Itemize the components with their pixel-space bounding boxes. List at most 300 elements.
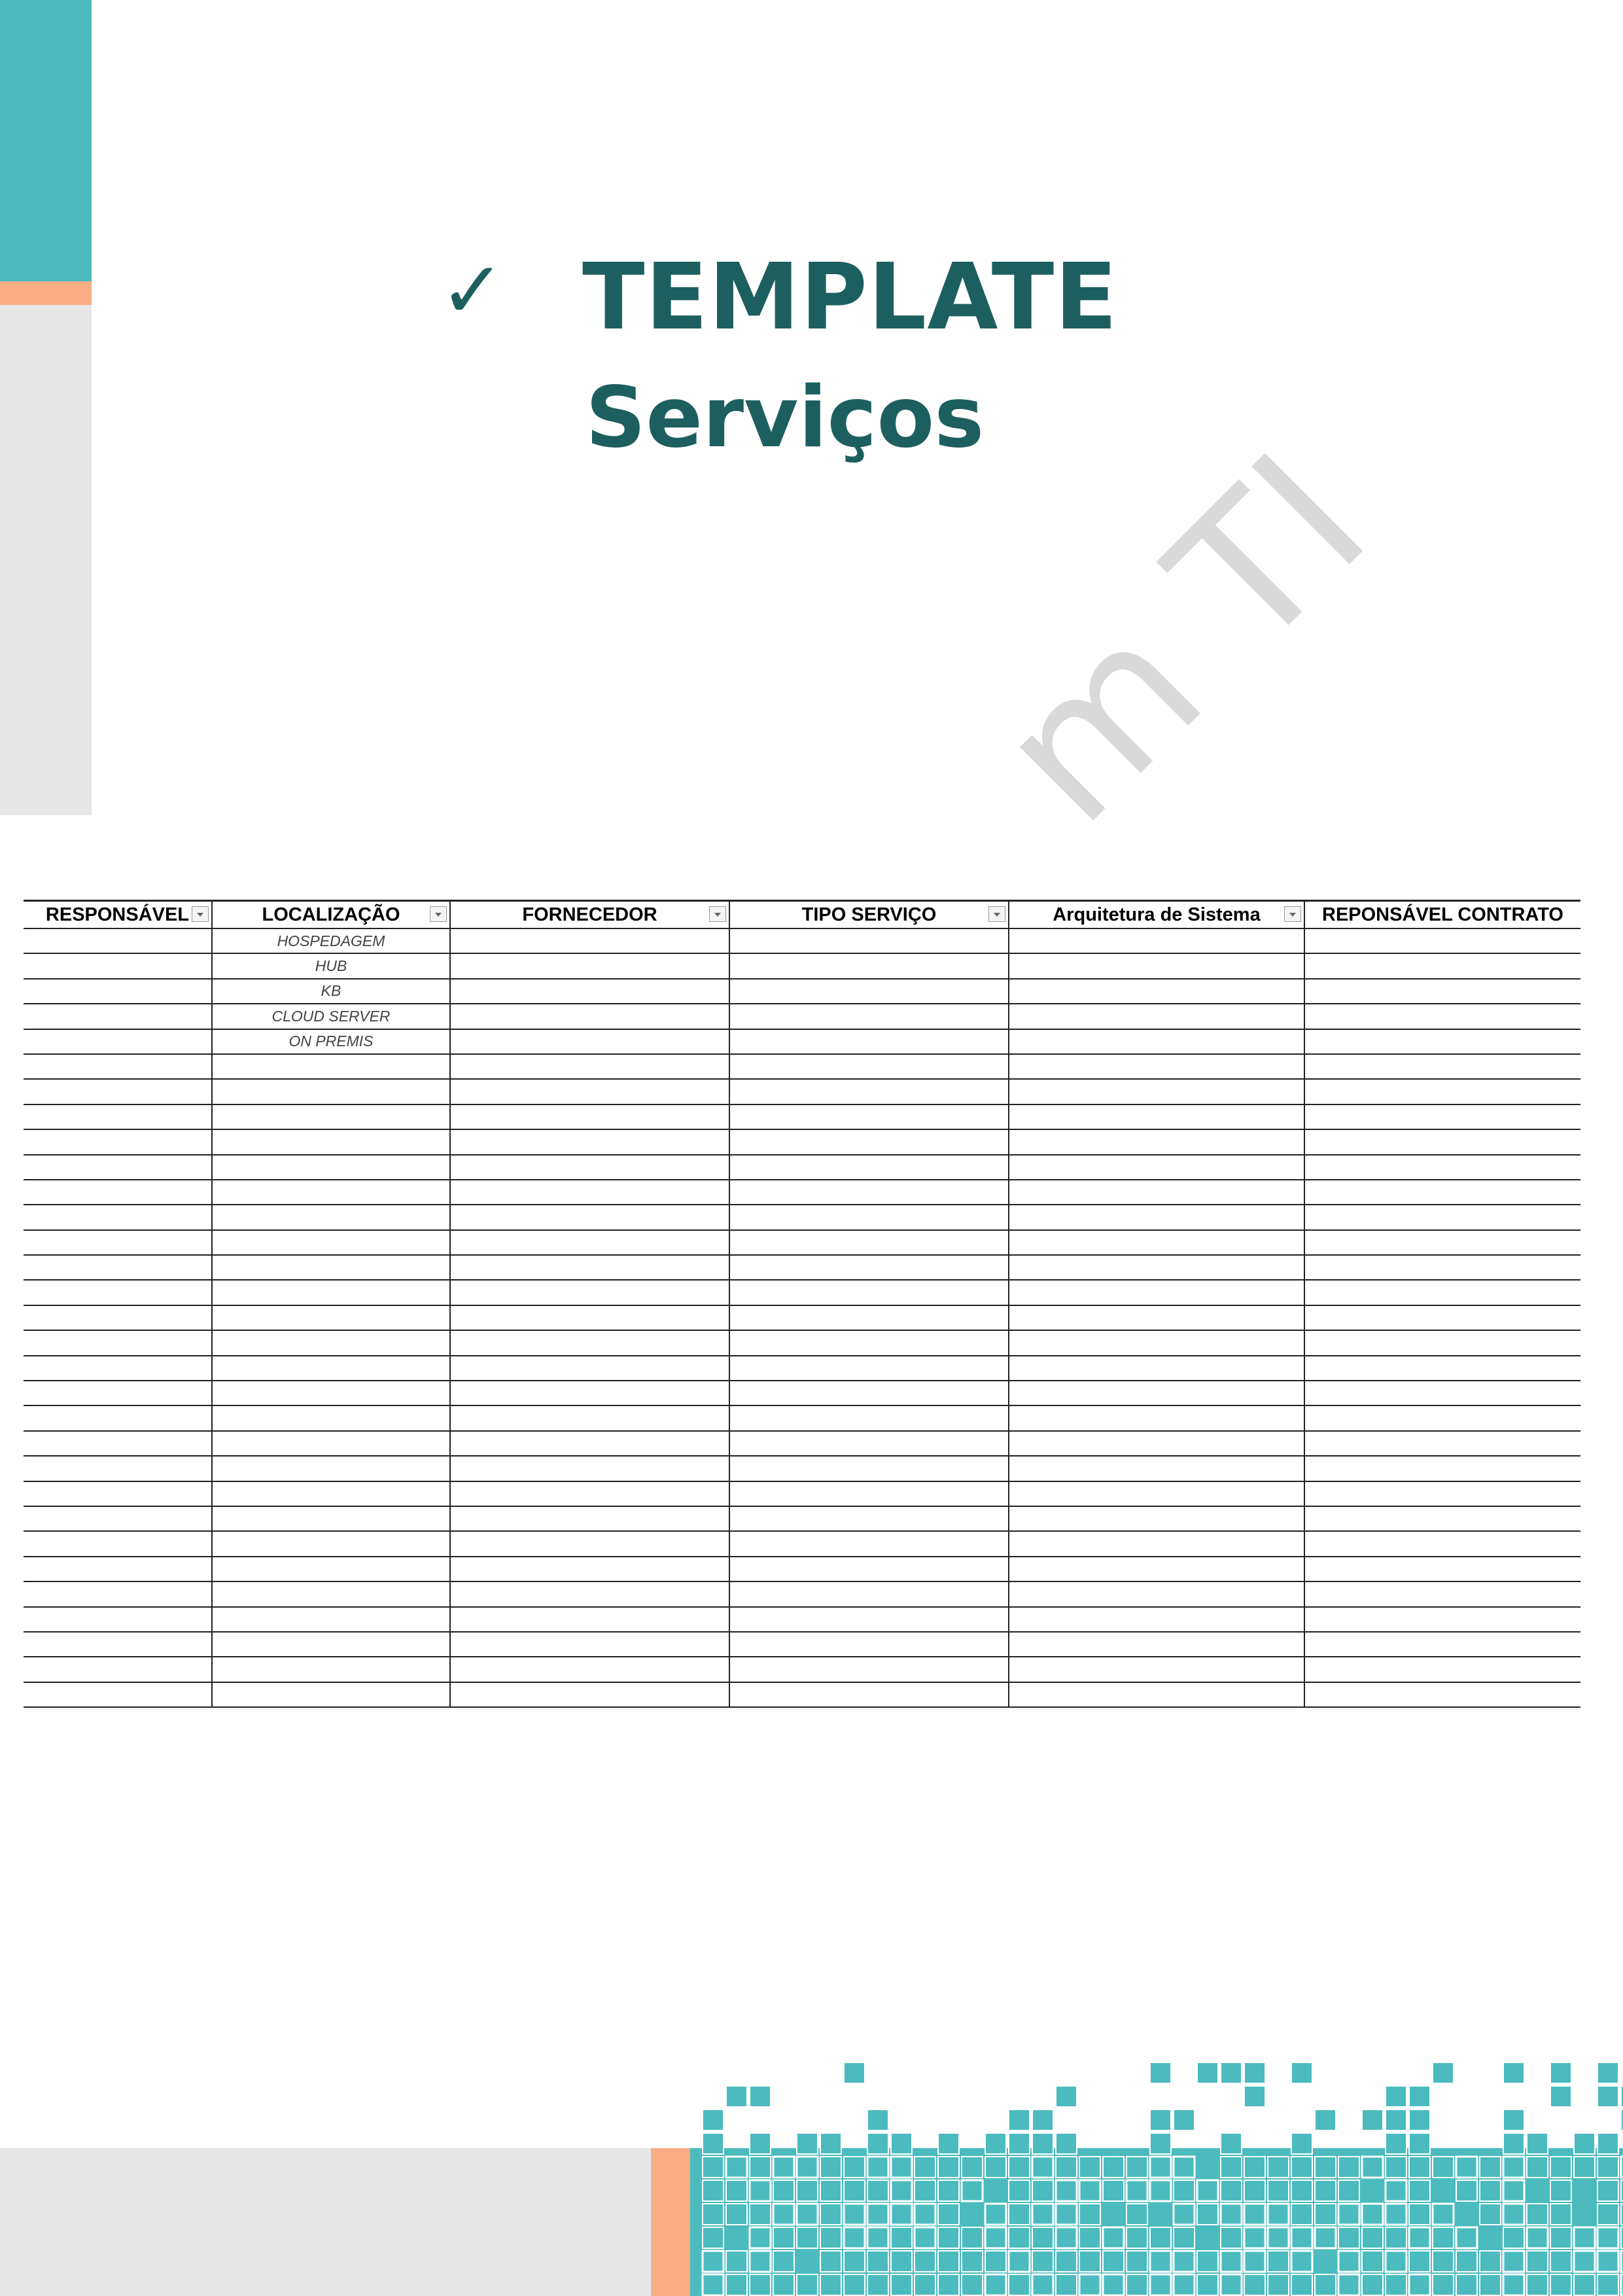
table-cell[interactable]: [212, 1079, 450, 1104]
table-cell[interactable]: [1304, 1405, 1580, 1430]
pixel-square: [1174, 2204, 1195, 2225]
table-cell[interactable]: [729, 1657, 1009, 1682]
column-header-label: REPONSÁVEL CONTRATO: [1322, 904, 1563, 925]
table-cell[interactable]: [1009, 1632, 1304, 1657]
table-cell[interactable]: [24, 1255, 212, 1280]
pixel-square: [1150, 2274, 1171, 2295]
table-cell[interactable]: [24, 928, 212, 953]
table-cell[interactable]: [24, 1054, 212, 1079]
table-cell[interactable]: [212, 1431, 450, 1456]
table-row: [24, 1607, 1580, 1632]
table-cell[interactable]: [729, 1079, 1009, 1104]
pixel-square: [1244, 2227, 1265, 2248]
table-cell[interactable]: [24, 1632, 212, 1657]
table-cell[interactable]: [729, 1381, 1009, 1405]
table-cell[interactable]: [729, 1405, 1009, 1430]
table-cell[interactable]: [450, 1682, 729, 1707]
side-peach-band: [0, 281, 92, 305]
table-cell[interactable]: [1304, 1054, 1580, 1079]
pixel-square: [1150, 2157, 1171, 2178]
table-cell[interactable]: [212, 1481, 450, 1506]
pixel-square: [1244, 2180, 1265, 2201]
table-cell[interactable]: [450, 1104, 729, 1129]
table-cell[interactable]: [729, 979, 1009, 1004]
table-cell[interactable]: [450, 1356, 729, 1381]
pixel-square: [1291, 2180, 1312, 2201]
pixel-square: [1197, 2204, 1218, 2225]
table-cell[interactable]: [1304, 1632, 1580, 1657]
column-header: [729, 901, 1009, 929]
table-cell[interactable]: [1304, 1356, 1580, 1381]
table-cell[interactable]: [729, 1632, 1009, 1657]
table-cell[interactable]: [1009, 1330, 1304, 1355]
pixel-square: [1056, 2157, 1077, 2178]
pixel-square: [703, 2180, 724, 2201]
table-cell[interactable]: [212, 1531, 450, 1556]
table-cell[interactable]: [24, 1557, 212, 1581]
filter-dropdown-icon[interactable]: [430, 906, 447, 922]
table-cell[interactable]: [212, 1205, 450, 1229]
table-cell[interactable]: [212, 1230, 450, 1255]
table-cell[interactable]: [729, 1205, 1009, 1229]
table-cell[interactable]: [1009, 1506, 1304, 1531]
pixel-square: [891, 2157, 912, 2178]
table-cell[interactable]: [450, 1180, 729, 1205]
pixel-square: [1480, 2204, 1501, 2225]
pixel-square: [1150, 2062, 1171, 2083]
table-cell[interactable]: [729, 1682, 1009, 1707]
table-row: [24, 1180, 1580, 1205]
table-cell[interactable]: [1009, 1481, 1304, 1506]
table-cell[interactable]: [212, 1405, 450, 1430]
pixel-square: [1291, 2204, 1312, 2225]
table-cell[interactable]: [1304, 1205, 1580, 1229]
table-row: [24, 1506, 1580, 1531]
table-cell[interactable]: [729, 1356, 1009, 1381]
table-cell[interactable]: [212, 1607, 450, 1632]
table-cell[interactable]: CLOUD SERVER: [212, 1004, 450, 1029]
table-cell[interactable]: [729, 1557, 1009, 1581]
table-cell[interactable]: [1009, 1280, 1304, 1305]
pixel-square: [962, 2251, 983, 2272]
pixel-square: [1362, 2157, 1383, 2178]
pixel-square: [1550, 2180, 1571, 2201]
pixel-square: [703, 2110, 724, 2130]
table-cell[interactable]: [729, 953, 1009, 978]
pixel-square: [1268, 2157, 1289, 2178]
table-cell[interactable]: [212, 1180, 450, 1205]
table-cell[interactable]: [729, 1330, 1009, 1355]
table-row: [24, 979, 1580, 1004]
pixel-square: [1338, 2251, 1359, 2272]
pixel-square: [1362, 2251, 1383, 2272]
table-cell[interactable]: [24, 1431, 212, 1456]
table-cell[interactable]: [24, 1657, 212, 1682]
table-cell[interactable]: [729, 1607, 1009, 1632]
table-cell[interactable]: [1304, 1129, 1580, 1154]
pixel-square: [773, 2251, 794, 2272]
table-row: [24, 1456, 1580, 1481]
table-cell[interactable]: [212, 1155, 450, 1180]
table-cell[interactable]: [450, 1155, 729, 1180]
pixel-square: [726, 2251, 747, 2272]
table-cell[interactable]: [1009, 1004, 1304, 1029]
table-row: [24, 1129, 1580, 1154]
table-cell[interactable]: [24, 1481, 212, 1506]
table-cell[interactable]: [24, 1381, 212, 1405]
table-cell[interactable]: [1009, 1230, 1304, 1255]
table-cell[interactable]: [729, 1054, 1009, 1079]
pixel-square: [797, 2180, 818, 2201]
table-cell[interactable]: [729, 1004, 1009, 1029]
pixel-square: [773, 2274, 794, 2295]
pixel-square: [797, 2157, 818, 2178]
table-cell[interactable]: [24, 1330, 212, 1355]
table-cell[interactable]: [729, 1280, 1009, 1305]
table-cell[interactable]: [729, 1180, 1009, 1205]
pixel-square: [1574, 2251, 1595, 2272]
pixel-square: [1456, 2157, 1477, 2178]
table-cell[interactable]: [1304, 1381, 1580, 1405]
pixel-square: [867, 2133, 888, 2154]
table-cell[interactable]: [1009, 1205, 1304, 1229]
pixel-square: [1197, 2251, 1218, 2272]
table-cell[interactable]: [1304, 1029, 1580, 1054]
table-cell[interactable]: [450, 1607, 729, 1632]
pixel-square: [797, 2133, 818, 2154]
table-cell[interactable]: [1304, 1481, 1580, 1506]
table-cell[interactable]: [450, 1405, 729, 1430]
table-cell[interactable]: [1304, 1079, 1580, 1104]
table-cell[interactable]: [1009, 1180, 1304, 1205]
pixel-square: [1480, 2274, 1501, 2295]
table-cell[interactable]: [1304, 1305, 1580, 1330]
pixel-square: [1174, 2180, 1195, 2201]
table-cell[interactable]: [1304, 1557, 1580, 1581]
table-cell[interactable]: [212, 1456, 450, 1481]
table-cell[interactable]: [1304, 1581, 1580, 1606]
table-cell[interactable]: [212, 1557, 450, 1581]
table-cell[interactable]: [212, 1330, 450, 1355]
table-cell[interactable]: [450, 953, 729, 978]
table-row: [24, 1481, 1580, 1506]
table-row: [24, 1557, 1580, 1581]
table-cell[interactable]: [729, 1230, 1009, 1255]
table-cell[interactable]: [212, 1104, 450, 1129]
table-cell[interactable]: [450, 1531, 729, 1556]
table-cell[interactable]: KB: [212, 979, 450, 1004]
table-cell[interactable]: [24, 1155, 212, 1180]
column-header-label: LOCALIZAÇÃO: [262, 904, 400, 925]
table-cell[interactable]: [24, 1682, 212, 1707]
table-cell[interactable]: [1304, 1682, 1580, 1707]
table-row: [24, 1155, 1580, 1180]
table-cell[interactable]: [24, 1531, 212, 1556]
table-cell[interactable]: [729, 1104, 1009, 1129]
pixel-square: [1221, 2157, 1242, 2178]
table-cell[interactable]: [1009, 1531, 1304, 1556]
pixel-square: [1009, 2227, 1030, 2248]
table-cell[interactable]: [1304, 1155, 1580, 1180]
table-cell[interactable]: [24, 1129, 212, 1154]
table-cell[interactable]: [450, 1255, 729, 1280]
table-cell[interactable]: [729, 1129, 1009, 1154]
table-cell[interactable]: [1009, 1431, 1304, 1456]
table-cell[interactable]: [1009, 1104, 1304, 1129]
table-cell[interactable]: [1009, 1682, 1304, 1707]
pixel-square: [938, 2133, 959, 2154]
table-cell[interactable]: [1304, 1104, 1580, 1129]
table-row: [24, 1682, 1580, 1707]
pixel-square: [844, 2251, 865, 2272]
pixel-square: [867, 2204, 888, 2225]
table-cell[interactable]: [450, 1079, 729, 1104]
pixel-square: [1574, 2157, 1595, 2178]
table-cell[interactable]: [1304, 1280, 1580, 1305]
filter-dropdown-icon[interactable]: [709, 906, 726, 922]
table-cell[interactable]: [1009, 1607, 1304, 1632]
table-cell[interactable]: [212, 1305, 450, 1330]
pixel-square: [915, 2274, 935, 2295]
table-cell[interactable]: [212, 1682, 450, 1707]
table-cell[interactable]: [24, 1356, 212, 1381]
table-cell[interactable]: [24, 1004, 212, 1029]
table-cell[interactable]: [450, 1129, 729, 1154]
table-cell[interactable]: [1009, 1581, 1304, 1606]
table-cell[interactable]: [1009, 1405, 1304, 1430]
table-cell[interactable]: [450, 1330, 729, 1355]
table-cell[interactable]: [1009, 1029, 1304, 1054]
table-cell[interactable]: [212, 1129, 450, 1154]
table-cell[interactable]: [450, 1029, 729, 1054]
pixel-square: [1032, 2274, 1053, 2295]
checkmark-icon: ✓: [440, 245, 506, 336]
table-cell[interactable]: [1304, 1180, 1580, 1205]
pixel-square: [1574, 2274, 1595, 2295]
side-teal-band: [0, 0, 92, 281]
pixel-square: [1597, 2086, 1618, 2107]
table-cell[interactable]: [450, 1431, 729, 1456]
table-row: [24, 1104, 1580, 1129]
table-cell[interactable]: [450, 1230, 729, 1255]
pixel-square: [1315, 2274, 1336, 2295]
table-cell[interactable]: [729, 1581, 1009, 1606]
table-cell[interactable]: [729, 928, 1009, 953]
table-cell[interactable]: [1304, 1255, 1580, 1280]
table-cell[interactable]: [729, 1431, 1009, 1456]
table-cell[interactable]: [212, 1381, 450, 1405]
table-cell[interactable]: [24, 1104, 212, 1129]
pixel-square: [1009, 2110, 1030, 2130]
column-header: [212, 901, 450, 929]
pixel-square: [867, 2110, 888, 2130]
filter-dropdown-icon[interactable]: [192, 906, 209, 922]
table-cell[interactable]: [729, 1255, 1009, 1280]
column-header-label: TIPO SERVIÇO: [801, 904, 937, 925]
filter-dropdown-icon[interactable]: [988, 906, 1005, 922]
table-cell[interactable]: [1304, 1456, 1580, 1481]
table-cell[interactable]: [1304, 1657, 1580, 1682]
pixel-square: [1126, 2157, 1147, 2178]
table-cell[interactable]: [1009, 1255, 1304, 1280]
pixel-square: [1456, 2227, 1477, 2248]
table-cell[interactable]: [450, 1557, 729, 1581]
table-cell[interactable]: [1304, 928, 1580, 953]
table-cell[interactable]: [450, 1305, 729, 1330]
table-cell[interactable]: [1009, 1356, 1304, 1381]
table-cell[interactable]: [24, 1180, 212, 1205]
pixel-square: [1150, 2110, 1171, 2130]
pixel-square: [1550, 2157, 1571, 2178]
table-cell[interactable]: [729, 1456, 1009, 1481]
table-cell[interactable]: [450, 1054, 729, 1079]
pixel-square: [891, 2274, 912, 2295]
pixel-square: [726, 2180, 747, 2201]
pixel-square: [1503, 2110, 1524, 2130]
pixel-square: [750, 2086, 771, 2107]
pixel-square: [915, 2251, 935, 2272]
table-cell[interactable]: [24, 1405, 212, 1430]
table-cell[interactable]: [24, 1607, 212, 1632]
pixel-square: [867, 2157, 888, 2178]
pixel-square: [1433, 2251, 1454, 2272]
column-header: [450, 901, 729, 929]
table-cell[interactable]: [1009, 1079, 1304, 1104]
pixel-square: [820, 2251, 841, 2272]
pixel-square: [867, 2251, 888, 2272]
table-cell[interactable]: [24, 1205, 212, 1229]
pixel-square: [1362, 2204, 1383, 2225]
filter-dropdown-icon[interactable]: [1284, 906, 1301, 922]
pixel-square: [891, 2180, 912, 2201]
pixel-square: [1597, 2133, 1618, 2154]
pixel-square: [1409, 2204, 1430, 2225]
table-cell[interactable]: [212, 1054, 450, 1079]
table-cell[interactable]: [450, 1456, 729, 1481]
pixel-square: [938, 2204, 959, 2225]
table-cell[interactable]: [450, 1280, 729, 1305]
table-cell[interactable]: [450, 979, 729, 1004]
pixel-square: [750, 2204, 771, 2225]
table-cell[interactable]: [1009, 1557, 1304, 1581]
pixel-square: [1550, 2062, 1571, 2083]
pixel-square: [1362, 2274, 1383, 2295]
table-cell[interactable]: [1009, 953, 1304, 978]
table-cell[interactable]: [1009, 1381, 1304, 1405]
table-cell[interactable]: [212, 1356, 450, 1381]
table-cell[interactable]: [1009, 979, 1304, 1004]
table-cell[interactable]: [1304, 1230, 1580, 1255]
pixel-square: [1338, 2274, 1359, 2295]
table-cell[interactable]: [24, 979, 212, 1004]
table-row: [24, 1381, 1580, 1405]
table-cell[interactable]: [450, 1506, 729, 1531]
table-cell[interactable]: [24, 1230, 212, 1255]
table-cell[interactable]: [212, 1632, 450, 1657]
pixel-square: [1362, 2227, 1383, 2248]
table-cell[interactable]: [1009, 1155, 1304, 1180]
pixel-square: [1386, 2086, 1406, 2107]
pixel-square: [1409, 2251, 1430, 2272]
table-cell[interactable]: [1009, 1305, 1304, 1330]
table-cell[interactable]: [1009, 1054, 1304, 1079]
table-cell[interactable]: [450, 1481, 729, 1506]
table-cell[interactable]: [1009, 1129, 1304, 1154]
table-cell[interactable]: [450, 1657, 729, 1682]
table-cell[interactable]: [450, 1581, 729, 1606]
pixel-square: [1268, 2227, 1289, 2248]
table-cell[interactable]: [24, 1029, 212, 1054]
pixel-square: [1197, 2274, 1218, 2295]
pixel-square: [1079, 2274, 1100, 2295]
table-cell[interactable]: [24, 1456, 212, 1481]
table-cell[interactable]: [450, 1632, 729, 1657]
table-cell[interactable]: [729, 1155, 1009, 1180]
pixel-square: [1079, 2227, 1100, 2248]
pixel-square: [1550, 2086, 1571, 2107]
table-cell[interactable]: ON PREMIS: [212, 1029, 450, 1054]
table-cell[interactable]: [212, 1255, 450, 1280]
pixel-square: [726, 2157, 747, 2178]
table-cell[interactable]: [450, 1381, 729, 1405]
pixel-square: [938, 2274, 959, 2295]
table-cell[interactable]: [24, 1305, 212, 1330]
table-cell[interactable]: [450, 1004, 729, 1029]
pixel-square: [1056, 2180, 1077, 2201]
pixel-square: [1503, 2251, 1524, 2272]
table-cell[interactable]: [24, 953, 212, 978]
table-cell[interactable]: [1304, 1506, 1580, 1531]
pixel-square: [1409, 2157, 1430, 2178]
table-cell[interactable]: [1304, 1004, 1580, 1029]
pixel-square: [1032, 2180, 1053, 2201]
pixel-square: [891, 2133, 912, 2154]
table-cell[interactable]: [24, 1506, 212, 1531]
table-cell[interactable]: [1304, 953, 1580, 978]
table-cell[interactable]: [1304, 1531, 1580, 1556]
table-cell[interactable]: [729, 1531, 1009, 1556]
table-cell[interactable]: [212, 1280, 450, 1305]
table-cell[interactable]: [729, 1305, 1009, 1330]
table-cell[interactable]: [729, 1481, 1009, 1506]
table-cell[interactable]: [1009, 1657, 1304, 1682]
pixel-square: [1315, 2204, 1336, 2225]
table-cell[interactable]: [729, 1029, 1009, 1054]
table-cell[interactable]: [24, 1280, 212, 1305]
table-cell[interactable]: [1304, 979, 1580, 1004]
table-cell[interactable]: [1304, 1431, 1580, 1456]
table-cell[interactable]: [24, 1581, 212, 1606]
table-cell[interactable]: HUB: [212, 953, 450, 978]
table-cell[interactable]: [1009, 1456, 1304, 1481]
table-cell[interactable]: [450, 928, 729, 953]
table-cell[interactable]: [450, 1205, 729, 1229]
pixel-square: [962, 2157, 983, 2178]
table-cell[interactable]: [24, 1079, 212, 1104]
table-cell[interactable]: [1009, 928, 1304, 953]
table-cell[interactable]: [212, 1506, 450, 1531]
table-cell[interactable]: [1304, 1607, 1580, 1632]
table-cell[interactable]: [729, 1506, 1009, 1531]
table-row: [24, 1330, 1580, 1355]
pixel-square: [938, 2227, 959, 2248]
table-cell[interactable]: HOSPEDAGEM: [212, 928, 450, 953]
table-cell[interactable]: [1304, 1330, 1580, 1355]
table-cell[interactable]: [212, 1657, 450, 1682]
pixel-square: [1056, 2086, 1077, 2107]
pixel-square: [844, 2157, 865, 2178]
table-cell[interactable]: [212, 1581, 450, 1606]
